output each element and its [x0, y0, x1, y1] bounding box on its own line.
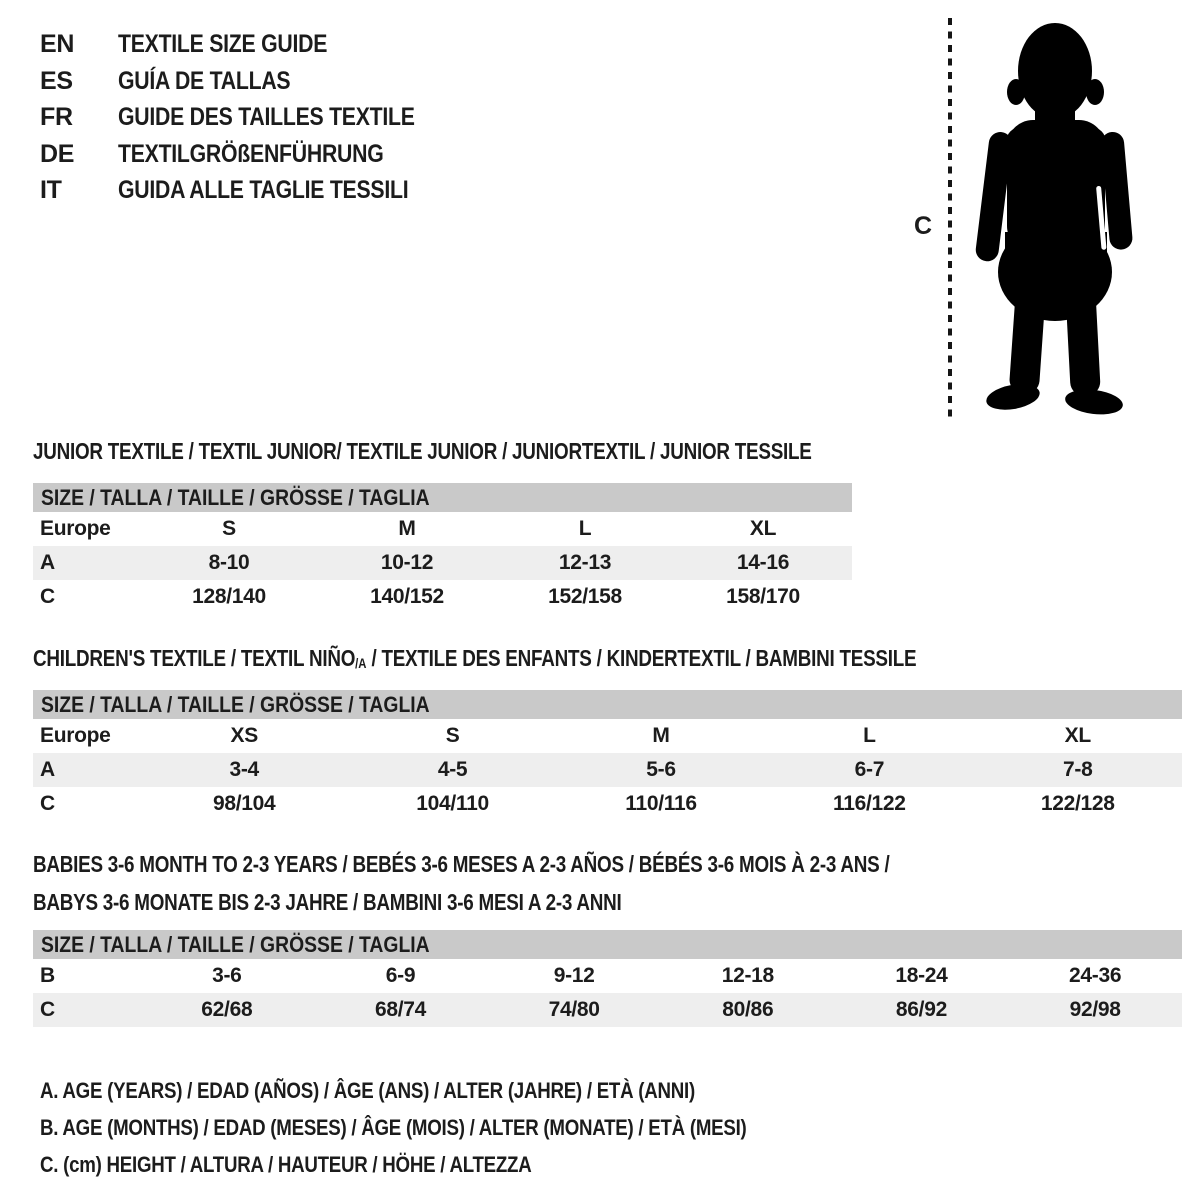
size-header-text: SIZE / TALLA / TAILLE / GRÖSSE / TAGLIA [41, 931, 430, 957]
row-label: C [33, 993, 140, 1027]
size-value-cell: 158/170 [726, 585, 800, 608]
size-value-cell: 24-36 [1069, 964, 1122, 987]
section-title-text [33, 432, 812, 470]
size-value-cell: 80/86 [661, 993, 835, 1027]
size-header-text: SIZE / TALLA / TAILLE / GRÖSSE / TAGLIA [41, 691, 430, 717]
row-label: B [40, 964, 55, 987]
size-value-cell: 62/68 [140, 993, 314, 1027]
size-value-cell: 3-4 [140, 753, 348, 787]
size-row-europe [33, 512, 852, 546]
guide-title-de: TEXTILGRÖßENFÜHRUNG [118, 139, 384, 168]
title-part: CHILDREN'S TEXTILE / TEXTIL NIÑO [33, 645, 356, 671]
size-value-cell: 5-6 [557, 753, 765, 787]
size-value-cell: L [863, 724, 876, 747]
size-value-cell: M [652, 724, 670, 747]
title-part: BABYS 3-6 MONATE BIS 2-3 JAHRE / BAMBINI 3-6 MESI A 2-3 ANNI [33, 889, 622, 915]
size-value-cell: 122/128 [1040, 792, 1115, 815]
footnotes [40, 1078, 871, 1189]
size-value-cell: 74/80 [487, 993, 661, 1027]
guide-title-it: GUIDA ALLE TAGLIE TESSILI [118, 176, 409, 204]
size-value-cell: 104/110 [416, 792, 489, 815]
section-title-text [33, 883, 622, 921]
title-part: BABIES 3-6 MONTH TO 2-3 YEARS / BEBÉS 3-6 MESES A 2-3 AÑOS / BÉBÉS 3-6 MOIS À 2-3 ANS / [33, 851, 890, 877]
language-row-de [40, 140, 467, 177]
size-header-band [33, 690, 1182, 719]
height-measure-figure [900, 12, 1156, 426]
size-value-cell: 6-7 [765, 753, 973, 787]
size-row-c [33, 787, 1182, 821]
size-header-text: SIZE / TALLA / TAILLE / GRÖSSE / TAGLIA [41, 484, 430, 510]
size-value-cell: 110/116 [625, 792, 697, 815]
language-code: IT [40, 176, 62, 204]
language-code: EN [40, 30, 75, 58]
footnote-b [40, 1115, 871, 1152]
size-value-cell: 4-5 [348, 753, 556, 787]
size-value-cell: 7-8 [974, 753, 1182, 787]
size-row-europe [33, 719, 1182, 753]
size-value-cell: 140/152 [370, 585, 444, 608]
size-value-cell: 12-18 [721, 964, 774, 987]
size-value-cell: XS [230, 724, 258, 747]
title-subscript: /A [355, 656, 367, 671]
language-row-en [40, 30, 467, 67]
size-value-cell: M [398, 517, 416, 540]
size-value-cell: 152/158 [548, 585, 622, 608]
section-title-line [33, 639, 1110, 677]
section-title-line [33, 845, 1078, 883]
row-label: Europe [40, 517, 111, 540]
size-value-cell: 6-9 [385, 964, 416, 987]
title-part: / TEXTILE DES ENFANTS / KINDERTEXTIL / BAMBINI TESSILE [366, 645, 917, 671]
row-label: A [33, 753, 140, 787]
size-value-cell: 9-12 [553, 964, 595, 987]
size-table-junior [33, 483, 852, 614]
size-row-a [33, 546, 852, 580]
size-value-cell: 92/98 [1008, 993, 1182, 1027]
language-row-fr [40, 103, 467, 140]
section-title-line [33, 432, 983, 470]
size-row-c [33, 993, 1182, 1027]
size-header-band [33, 930, 1182, 959]
footnote-text: B. AGE (MONTHS) / EDAD (MESES) / ÂGE (MOIS) / ALTER (MONATE) / ETÀ (MESI) [40, 1115, 747, 1140]
size-row-b [33, 959, 1182, 993]
size-value-cell: 12-13 [496, 546, 674, 580]
size-value-cell: S [445, 724, 460, 747]
row-label: C [40, 585, 55, 608]
section-title-junior [33, 432, 983, 470]
size-row-a [33, 753, 1182, 787]
section-title-text [33, 845, 890, 883]
language-row-es [40, 67, 467, 104]
language-row-it [40, 176, 467, 213]
section-title-children [33, 639, 1110, 677]
size-row-c [33, 580, 852, 614]
height-measure-dashed-line [948, 18, 952, 418]
guide-title-en: TEXTILE SIZE GUIDE [118, 30, 328, 58]
language-title-list [40, 30, 467, 213]
footnote-text: C. (cm) HEIGHT / ALTURA / HAUTEUR / HÖHE / ALTEZZA [40, 1152, 532, 1177]
size-table-children [33, 690, 1182, 821]
size-value-cell: 10-12 [318, 546, 496, 580]
size-value-cell: S [222, 517, 236, 540]
height-measure-label: C [914, 212, 933, 240]
size-value-cell: XL [749, 517, 777, 540]
size-value-cell: L [578, 517, 592, 540]
footnote-a [40, 1078, 871, 1115]
row-label: Europe [40, 724, 111, 747]
section-title-text [33, 639, 916, 681]
size-value-cell: 18-24 [895, 964, 948, 987]
guide-title-es: GUÍA DE TALLAS [118, 66, 291, 95]
row-label: C [40, 792, 55, 815]
language-code: ES [40, 66, 73, 95]
toddler-silhouette-icon [962, 14, 1142, 419]
size-table-babies [33, 930, 1182, 1027]
size-value-cell: 128/140 [192, 585, 266, 608]
footnote-c [40, 1152, 871, 1189]
size-header-band [33, 483, 852, 512]
size-value-cell: 98/104 [212, 792, 276, 815]
title-part: JUNIOR TEXTILE / TEXTIL JUNIOR/ TEXTILE JUNIOR / JUNIORTEXTIL / JUNIOR TESSILE [33, 438, 812, 464]
footnote-text: A. AGE (YEARS) / EDAD (AÑOS) / ÂGE (ANS) / ALTER (JAHRE) / ETÀ (ANNI) [40, 1078, 695, 1103]
size-value-cell: 14-16 [674, 546, 852, 580]
size-value-cell: 116/122 [833, 792, 906, 815]
size-value-cell: 68/74 [314, 993, 488, 1027]
size-value-cell: 8-10 [140, 546, 318, 580]
size-value-cell: XL [1064, 724, 1091, 747]
section-title-babies [33, 845, 1078, 921]
size-value-cell: 86/92 [835, 993, 1009, 1027]
language-code: DE [40, 139, 75, 168]
language-code: FR [40, 103, 73, 131]
row-label: A [33, 546, 140, 580]
size-value-cell: 3-6 [212, 964, 242, 987]
section-title-line [33, 883, 1078, 921]
guide-title-fr: GUIDE DES TAILLES TEXTILE [118, 103, 415, 131]
